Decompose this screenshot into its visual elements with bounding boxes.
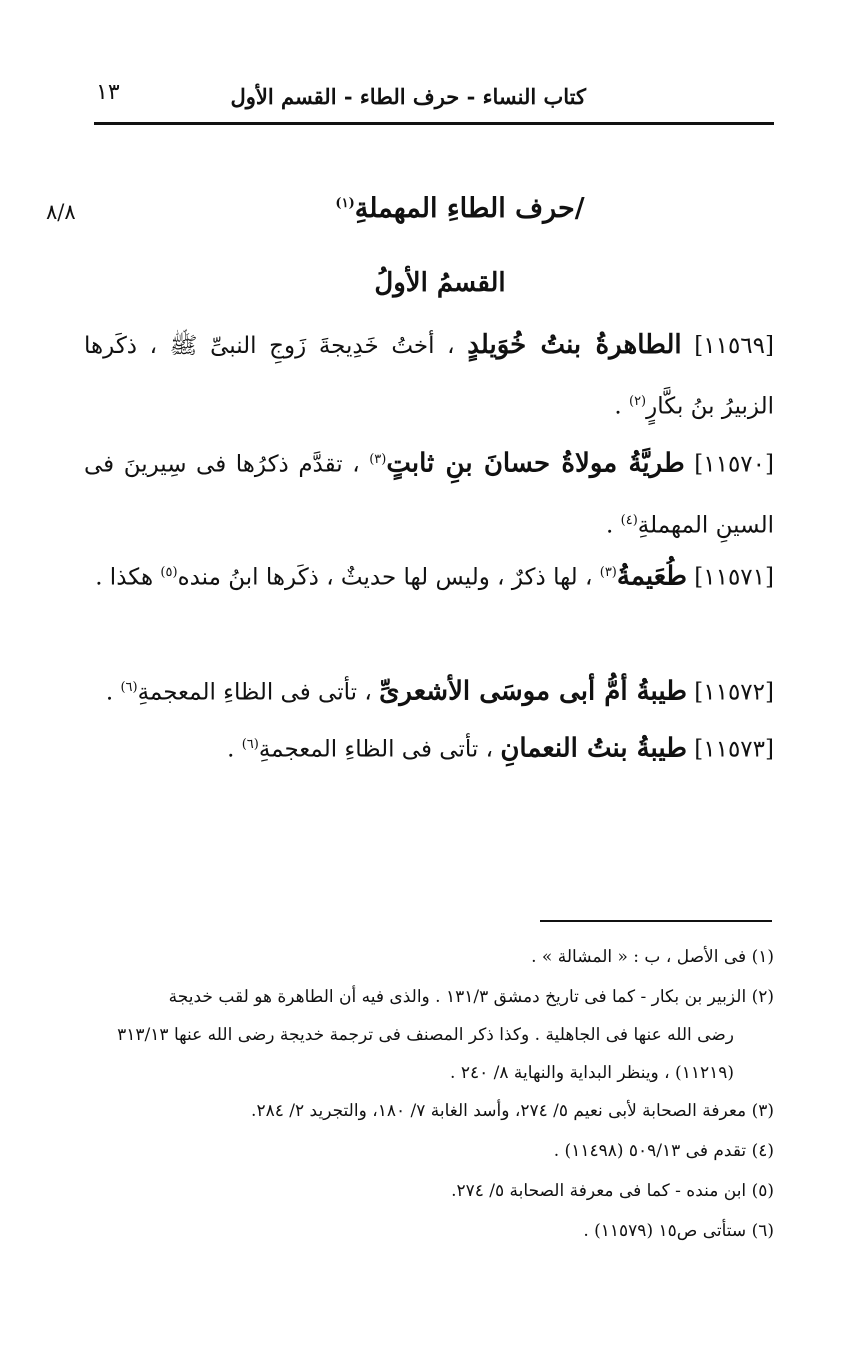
footnote	[74, 980, 774, 1014]
entry-number: [١١٥٧٣]	[694, 736, 774, 763]
footnote-marker: (٦)	[120, 680, 138, 695]
entry-name: طيبةُ أمُّ أبى موسَى الأشعرىِّ	[379, 676, 687, 707]
footnote-number: (٤)	[751, 1141, 774, 1161]
entry-end: .	[614, 393, 622, 420]
entry-end: .	[105, 679, 114, 706]
entry-text: ، تقدَّم ذكرُها فى سِيرينَ فى السينِ المهملةِ	[84, 451, 774, 539]
footnote-number: (١)	[751, 947, 774, 967]
footnote-text: معرفة الصحابة لأبى نعيم ٥/ ٢٧٤، وأسد الغابة ٧/ ١٨٠، والتجريد ٢/ ٢٨٤.	[251, 1101, 747, 1121]
entry-number: [١١٥٧٠]	[694, 451, 775, 478]
entry	[84, 432, 774, 553]
entry	[84, 660, 774, 721]
entry-end: .	[227, 736, 235, 763]
footnote-text: رضى الله عنها فى الجاهلية . وكذا ذكر المصنف فى ترجمة خديجة رضى الله عنها ٣١٣/١٣	[117, 1025, 734, 1045]
entry-name: طريَّةُ مولاةُ حسانَ بنِ ثابتٍ	[386, 448, 685, 479]
chapter-title-text: /حرف الطاءِ المهملةِ	[354, 193, 585, 224]
footnote	[74, 1094, 774, 1128]
footnote-number: (٥)	[751, 1181, 774, 1201]
chapter-title	[300, 193, 620, 224]
footnote-continuation	[34, 1018, 774, 1052]
footnote-marker: (٣)	[599, 565, 617, 580]
footnote-text: تقدم فى ٥٠٩/١٣ (١١٤٩٨) .	[553, 1141, 747, 1161]
footnote-number: (٢)	[751, 987, 774, 1007]
running-title: كتاب النساء - حرف الطاء - القسم الأول	[230, 84, 586, 109]
margin-volume-reference: ٨/٨	[46, 200, 76, 224]
entry	[84, 717, 774, 778]
footnote-number: (٣)	[751, 1101, 774, 1121]
footnote-marker: (٣)	[369, 452, 387, 467]
entry-text: ، تأتى فى الظاءِ المعجمةِ	[258, 736, 493, 763]
footnote-marker: (٢)	[628, 394, 647, 409]
footnote-continuation	[34, 1056, 774, 1090]
footnote	[74, 940, 774, 974]
footnote-marker: (٦)	[241, 737, 259, 752]
footnote-text: ستأتى ص١٥ (١١٥٧٩) .	[583, 1221, 747, 1241]
entry-name: طُعَيمةُ	[616, 561, 687, 592]
section-title: القسمُ الأولُ	[374, 268, 506, 298]
entry	[84, 545, 774, 606]
entry-name: الطاهرةُ بنتُ خُوَيلدٍ	[467, 330, 682, 360]
footnote-text: (١١٢١٩) ، وينظر البداية والنهاية ٨/ ٢٤٠ .	[450, 1063, 734, 1083]
entry-name: طيبةُ بنتُ النعمانِ	[500, 733, 687, 764]
entry-number: [١١٥٧١]	[694, 564, 774, 591]
entry-number: [١١٥٦٩]	[694, 333, 774, 359]
entry-text: ، تأتى فى الظاءِ المعجمةِ	[137, 679, 372, 706]
footnote-text: فى الأصل ، ب : « المشالة » .	[531, 947, 747, 967]
footnote-marker: (٥)	[160, 565, 178, 580]
footnote	[74, 1214, 774, 1248]
page-number: ١٣	[96, 80, 120, 105]
entry-end: .	[606, 512, 614, 539]
entry-text: ، لها ذكرٌ ، وليس لها حديثٌ ، ذكَرها ابنُ منده	[177, 564, 593, 591]
footnote-marker: (١)	[335, 196, 355, 211]
footnote-text: ابن منده - كما فى معرفة الصحابة ٥/ ٢٧٤.	[451, 1181, 747, 1201]
footnote-rule	[540, 920, 772, 922]
footnote	[74, 1174, 774, 1208]
entry-end: هكذا .	[95, 564, 154, 591]
entry-number: [١١٥٧٢]	[694, 679, 774, 706]
footnote-marker: (٤)	[620, 512, 638, 528]
entry	[84, 318, 774, 435]
entry-text: ، أختُ خَدِيجةَ زَوجِ النبىِّ ﷺ ، ذكَرها الزبيرُ بنُ بكَّارٍ	[84, 333, 774, 420]
footnote-text: الزبير بن بكار - كما فى تاريخ دمشق ١٣١/٣ . والذى فيه أن الطاهرة هو لقب خديجة	[168, 987, 747, 1007]
header-rule	[94, 122, 774, 125]
footnote	[74, 1134, 774, 1168]
footnote-number: (٦)	[751, 1221, 774, 1241]
